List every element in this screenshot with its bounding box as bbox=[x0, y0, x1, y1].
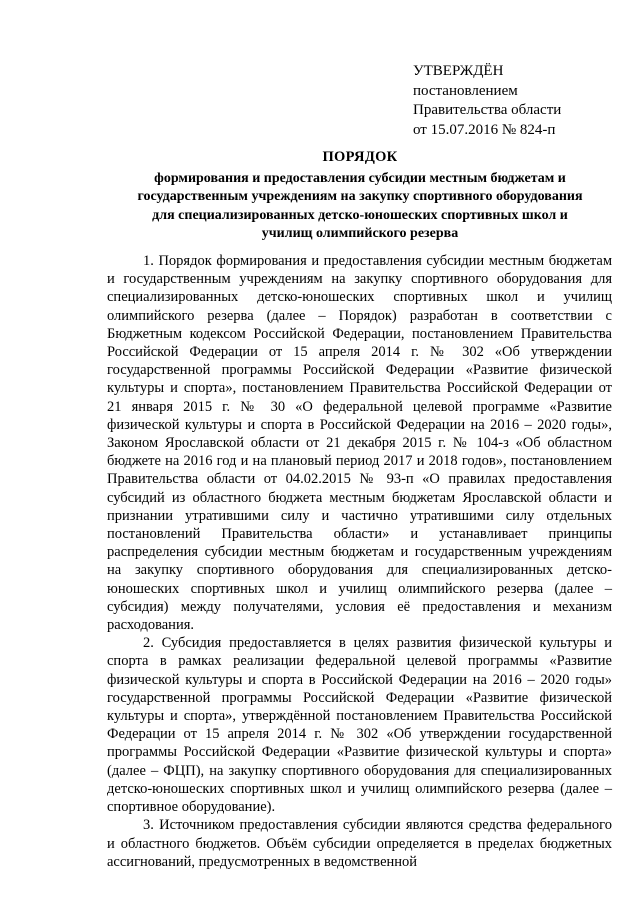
title-line: формирования и предоставления субсидии местным бюджетам и bbox=[154, 170, 566, 186]
title-line: для специализированных детско-юношеских спортивных школ и bbox=[152, 207, 568, 223]
approval-line-resolution: постановлением bbox=[413, 82, 518, 99]
document-title-block bbox=[100, 148, 620, 244]
document-heading: ПОРЯДОК bbox=[322, 149, 398, 165]
title-line: училищ олимпийского резерва bbox=[261, 226, 459, 241]
approval-line-government: Правительства области bbox=[413, 102, 562, 118]
title-line: государственным учреждениям на закупку спортивного оборудования bbox=[137, 189, 583, 204]
document-body bbox=[107, 252, 612, 871]
paragraph-1: 1. Порядок формирования и предоставления субсидии местным бюджетам и государственным учреждениям на закупку спортивного оборудования для специализированных детско-юношеских спортивных школ и училищ олимпийского резерва (далее – Порядок) разработан в соответствии с Бюджетным кодексом Российской Федерации, постановлением Правительства Российской Федерации от 15 апреля 2014 г. № 302 «Об утверждении государственной программы Российской Федерации «Развитие физической культуры и спорта», постановлением Правительства Российской Федерации от 21 января 2015 г. № 30 «О федеральной целевой программе «Развитие физической культуры и спорта в Российской Федерации на 2016 – 2020 годы», Законом Ярославской области от 21 декабря 2015 г. № 104-з «Об областном бюджете на 2016 год и на плановый период 2017 и 2018 годов», постановлением Правительства области от 04.02.2015 № 93-п «О правилах предоставления субсидий из областного бюджета местным бюджетам Ярославской области и признании утратившими силу и частично утратившими силу отдельных постановлений Правительства области» и устанавливает принципы распределения субсидии местным бюджетам и государственным учреждениям на закупку спортивного оборудования для специализированных детско-юношеских спортивных школ и училищ олимпийского резерва (далее – субсидия) между получателями, условия её предоставления и механизм расходования. bbox=[107, 253, 612, 634]
approval-line-approved: УТВЕРЖДЁН bbox=[413, 63, 504, 79]
approval-line-date-number: от 15.07.2016 № 824-п bbox=[413, 121, 556, 138]
paragraph-3: 3. Источником предоставления субсидии являются средства федерального и областного бюджетов. Объём субсидии определяется в пределах бюджетных ассигнований, предусмотренных в ведомственной bbox=[107, 817, 612, 870]
approval-stamp bbox=[413, 62, 633, 140]
paragraph-2: 2. Субсидия предоставляется в целях развития физической культуры и спорта в рамках реализации федеральной целевой программы «Развитие физической культуры и спорта в Российской Федерации на 2016 – 2020 годы» государственной программы Российской Федерации «Развитие физической культуры и спорта», утверждённой постановлением Правительства Российской Федерации от 15 апреля 2014 г. № 302 «Об утверждении государственной программы Российской Федерации «Развитие физической культуры и спорта» (далее – ФЦП), на закупку спортивного оборудования для специализированных детско-юношеских спортивных школ и училищ олимпийского резерва (далее – спортивное оборудование). bbox=[107, 635, 612, 816]
